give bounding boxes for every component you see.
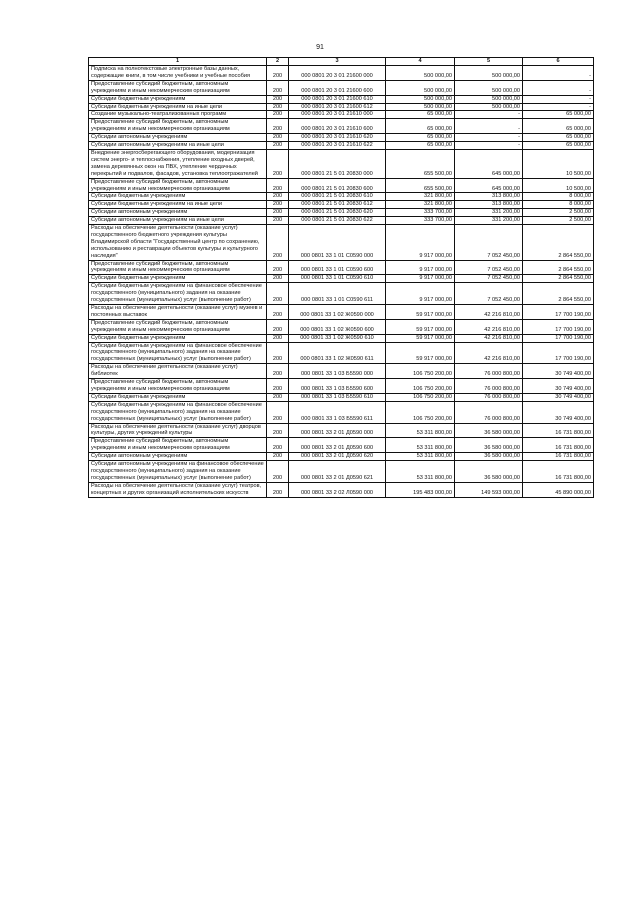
row-code-cell: 000 0801 21 5 01 20830 612 [289, 201, 386, 209]
row-group-cell: 200 [267, 342, 289, 364]
row-amount-col6-cell: 16 731 800,00 [523, 423, 594, 438]
table-row [89, 260, 594, 275]
row-code-cell: 000 0801 33 1 02 Ж0590 600 [289, 319, 386, 334]
row-code-cell: 000 0801 33 1 03 Б5590 600 [289, 379, 386, 394]
row-code-cell: 000 0801 33 1 02 Ж0590 610 [289, 334, 386, 342]
column-header: 5 [455, 58, 523, 66]
table-row [89, 149, 594, 178]
column-header: 1 [89, 58, 267, 66]
row-amount-col4-cell: 333 700,00 [386, 209, 455, 217]
row-amount-col5-cell: 7 052 450,00 [455, 283, 523, 305]
row-group-cell: 200 [267, 103, 289, 111]
row-group-cell: 200 [267, 364, 289, 379]
row-name-cell: Предоставление субсидий бюджетным, автономным учреждениям и иным некоммерческим организациям [89, 178, 267, 193]
row-amount-col4-cell: 500 000,00 [386, 80, 455, 95]
row-amount-col5-cell: 331 200,00 [455, 217, 523, 225]
row-amount-col5-cell: 36 580 000,00 [455, 423, 523, 438]
row-name-cell: Субсидии бюджетным учреждениям на финансовое обеспечение государственного (муниципального) задания на оказание государственных (муниципальных) услуг (выполнение работ) [89, 342, 267, 364]
row-amount-col4-cell: 53 311 800,00 [386, 423, 455, 438]
row-amount-col5-cell: 76 000 800,00 [455, 364, 523, 379]
row-amount-col4-cell: 333 700,00 [386, 217, 455, 225]
row-name-cell: Субсидии бюджетным учреждениям [89, 275, 267, 283]
table-row [89, 142, 594, 150]
row-amount-col5-cell: 500 000,00 [455, 66, 523, 81]
table-row [89, 134, 594, 142]
row-code-cell: 000 0801 33 2 01 Д0590 600 [289, 438, 386, 453]
row-amount-col4-cell: 9 917 000,00 [386, 275, 455, 283]
row-amount-col6-cell: 17 700 190,00 [523, 342, 594, 364]
row-amount-col4-cell: 65 000,00 [386, 142, 455, 150]
row-group-cell: 200 [267, 134, 289, 142]
row-amount-col5-cell: 313 800,00 [455, 193, 523, 201]
row-amount-col4-cell: 9 917 000,00 [386, 283, 455, 305]
row-amount-col4-cell: 65 000,00 [386, 111, 455, 119]
table-row [89, 319, 594, 334]
row-name-cell: Субсидии автономным учреждениям [89, 453, 267, 461]
table-row [89, 461, 594, 483]
row-amount-col6-cell: 30 749 400,00 [523, 364, 594, 379]
row-amount-col4-cell: 500 000,00 [386, 95, 455, 103]
row-amount-col6-cell: - [523, 80, 594, 95]
row-code-cell: 000 0801 20 3 01 21600 610 [289, 95, 386, 103]
row-group-cell: 200 [267, 305, 289, 320]
table-row [89, 364, 594, 379]
row-amount-col6-cell: 30 749 400,00 [523, 401, 594, 423]
row-group-cell: 200 [267, 401, 289, 423]
table-row [89, 423, 594, 438]
row-amount-col4-cell: 321 800,00 [386, 201, 455, 209]
row-amount-col5-cell: - [455, 111, 523, 119]
row-name-cell: Субсидии бюджетным учреждениям на иные цели [89, 103, 267, 111]
row-amount-col6-cell: - [523, 103, 594, 111]
row-code-cell: 000 0801 21 5 01 20830 000 [289, 149, 386, 178]
table-row [89, 103, 594, 111]
row-name-cell: Внедрение энергосберегающего оборудования, модернизация систем энерго- и теплоснабжения, утепление входных дверей, замена деревянных окон на ПВХ, утепление чердачных перекрытий и подвалов, фасадов, установка теплоотражателей [89, 149, 267, 178]
row-amount-col4-cell: 500 000,00 [386, 66, 455, 81]
row-group-cell: 200 [267, 283, 289, 305]
row-amount-col4-cell: 53 311 800,00 [386, 453, 455, 461]
table-header-row [89, 58, 594, 66]
row-code-cell: 000 0801 33 1 02 Ж0590 000 [289, 305, 386, 320]
row-name-cell: Субсидии автономным учреждениям на иные цели [89, 217, 267, 225]
row-amount-col4-cell: 500 000,00 [386, 103, 455, 111]
row-code-cell: 000 0801 33 1 01 С0590 611 [289, 283, 386, 305]
row-amount-col6-cell: 8 000,00 [523, 201, 594, 209]
row-group-cell: 200 [267, 453, 289, 461]
table-row [89, 217, 594, 225]
table-row [89, 66, 594, 81]
row-name-cell: Субсидии бюджетным учреждениям на финансовое обеспечение государственного (муниципального) задания на оказание государственных (муниципальных) услуг (выполнение работ) [89, 401, 267, 423]
row-name-cell: Субсидии бюджетным учреждениям [89, 393, 267, 401]
table-row [89, 438, 594, 453]
row-amount-col6-cell: 30 749 400,00 [523, 393, 594, 401]
row-amount-col4-cell: 655 500,00 [386, 178, 455, 193]
row-group-cell: 200 [267, 178, 289, 193]
row-amount-col4-cell: 106 750 200,00 [386, 393, 455, 401]
row-group-cell: 200 [267, 111, 289, 119]
row-amount-col5-cell: 42 216 810,00 [455, 305, 523, 320]
table-body [89, 66, 594, 498]
row-amount-col5-cell: 313 800,00 [455, 201, 523, 209]
row-code-cell: 000 0801 33 2 01 Д0590 000 [289, 423, 386, 438]
row-name-cell: Субсидии автономным учреждениям на финансовое обеспечение государственного (муниципального) задания на оказание государственных (муниципальных) услуг (выполнение работ) [89, 461, 267, 483]
row-amount-col4-cell: 59 917 000,00 [386, 342, 455, 364]
row-amount-col5-cell: 42 216 810,00 [455, 342, 523, 364]
row-name-cell: Предоставление субсидий бюджетным, автономным учреждениям и иным некоммерческим организациям [89, 319, 267, 334]
row-name-cell: Расходы на обеспечение деятельности (оказание услуг) библиотек [89, 364, 267, 379]
column-header: 3 [289, 58, 386, 66]
row-code-cell: 000 0801 20 3 01 21610 622 [289, 142, 386, 150]
table-row [89, 225, 594, 261]
row-amount-col6-cell: 16 731 800,00 [523, 461, 594, 483]
row-amount-col6-cell: 10 500,00 [523, 149, 594, 178]
row-amount-col6-cell: 30 749 400,00 [523, 379, 594, 394]
row-group-cell: 200 [267, 334, 289, 342]
table-row [89, 201, 594, 209]
row-amount-col6-cell: 2 864 550,00 [523, 225, 594, 261]
row-amount-col5-cell: 7 052 450,00 [455, 225, 523, 261]
row-group-cell: 200 [267, 80, 289, 95]
row-group-cell: 200 [267, 423, 289, 438]
row-amount-col6-cell: - [523, 66, 594, 81]
row-amount-col4-cell: 59 917 000,00 [386, 305, 455, 320]
row-amount-col4-cell: 321 800,00 [386, 193, 455, 201]
table-row [89, 393, 594, 401]
row-group-cell: 200 [267, 275, 289, 283]
row-amount-col5-cell: 500 000,00 [455, 103, 523, 111]
row-name-cell: Предоставление субсидий бюджетным, автономным учреждениям и иным некоммерческим организациям [89, 438, 267, 453]
row-group-cell: 200 [267, 482, 289, 497]
row-amount-col6-cell: 2 864 550,00 [523, 260, 594, 275]
row-amount-col4-cell: 9 917 000,00 [386, 225, 455, 261]
row-amount-col5-cell: 331 200,00 [455, 209, 523, 217]
row-code-cell: 000 0801 20 3 01 21600 612 [289, 103, 386, 111]
row-code-cell: 000 0801 33 2 01 Д0590 621 [289, 461, 386, 483]
row-name-cell: Субсидии автономным учреждениям на иные цели [89, 142, 267, 150]
table-row [89, 401, 594, 423]
row-name-cell: Расходы на обеспечение деятельности (оказание услуг) театров, концертных и других организаций исполнительских искусств [89, 482, 267, 497]
row-amount-col4-cell: 655 500,00 [386, 149, 455, 178]
table-row [89, 334, 594, 342]
row-code-cell: 000 0801 20 3 01 21610 000 [289, 111, 386, 119]
page-number: 91 [316, 44, 324, 51]
row-amount-col6-cell: 16 731 800,00 [523, 438, 594, 453]
row-amount-col6-cell: 65 000,00 [523, 134, 594, 142]
row-name-cell: Предоставление субсидий бюджетным, автономным учреждениям и иным некоммерческим организациям [89, 260, 267, 275]
row-amount-col5-cell: 76 000 800,00 [455, 401, 523, 423]
row-name-cell: Субсидии бюджетным учреждениям [89, 193, 267, 201]
row-amount-col5-cell: 76 000 800,00 [455, 379, 523, 394]
row-code-cell: 000 0801 33 1 03 Б5590 000 [289, 364, 386, 379]
column-header: 6 [523, 58, 594, 66]
row-code-cell: 000 0801 20 3 01 21610 620 [289, 134, 386, 142]
row-amount-col6-cell: 17 700 190,00 [523, 319, 594, 334]
row-group-cell: 200 [267, 193, 289, 201]
row-name-cell: Субсидии автономным учреждениям [89, 209, 267, 217]
row-name-cell: Субсидии бюджетным учреждениям на иные цели [89, 201, 267, 209]
row-code-cell: 000 0801 21 5 01 20830 622 [289, 217, 386, 225]
row-group-cell: 200 [267, 461, 289, 483]
row-amount-col6-cell: 17 700 190,00 [523, 334, 594, 342]
row-name-cell: Расходы на обеспечение деятельности (оказание услуг) государственного бюджетного учреждения культуры Владимирской области "Государственный центр по сохранению, использованию и реставрации объектов культуры и культурного наследия" [89, 225, 267, 261]
row-name-cell: Предоставление субсидий бюджетным, автономным учреждениям и иным некоммерческим организациям [89, 80, 267, 95]
row-group-cell: 200 [267, 319, 289, 334]
row-amount-col4-cell: 59 917 000,00 [386, 334, 455, 342]
row-code-cell: 000 0801 33 1 01 С0590 600 [289, 260, 386, 275]
row-code-cell: 000 0801 21 5 01 20830 610 [289, 193, 386, 201]
row-code-cell: 000 0801 20 3 01 21600 600 [289, 80, 386, 95]
row-amount-col6-cell: 45 890 000,00 [523, 482, 594, 497]
table-row [89, 482, 594, 497]
row-name-cell: Предоставление субсидий бюджетным, автономным учреждениям и иным некоммерческим организациям [89, 119, 267, 134]
row-amount-col5-cell: - [455, 142, 523, 150]
row-amount-col5-cell: 7 052 450,00 [455, 275, 523, 283]
row-amount-col4-cell: 53 311 800,00 [386, 438, 455, 453]
row-amount-col4-cell: 65 000,00 [386, 119, 455, 134]
row-group-cell: 200 [267, 95, 289, 103]
row-code-cell: 000 0801 21 5 01 20830 600 [289, 178, 386, 193]
row-amount-col4-cell: 59 917 000,00 [386, 319, 455, 334]
row-amount-col5-cell: 500 000,00 [455, 95, 523, 103]
column-header: 4 [386, 58, 455, 66]
row-amount-col6-cell: 2 864 550,00 [523, 283, 594, 305]
row-group-cell: 200 [267, 379, 289, 394]
table-row [89, 178, 594, 193]
table-row [89, 342, 594, 364]
row-name-cell: Предоставление субсидий бюджетным, автономным учреждениям и иным некоммерческим организациям [89, 379, 267, 394]
table-row [89, 111, 594, 119]
row-amount-col4-cell: 65 000,00 [386, 134, 455, 142]
row-amount-col5-cell: 645 000,00 [455, 178, 523, 193]
row-code-cell: 000 0801 21 5 01 20830 620 [289, 209, 386, 217]
table-row [89, 193, 594, 201]
row-name-cell: Расходы на обеспечение деятельности (оказание услуг) дворцов культуры, других учреждений культуры [89, 423, 267, 438]
table-row [89, 80, 594, 95]
row-amount-col6-cell: 2 864 550,00 [523, 275, 594, 283]
row-amount-col4-cell: 106 750 200,00 [386, 379, 455, 394]
row-group-cell: 200 [267, 149, 289, 178]
row-code-cell: 000 0801 33 1 02 Ж0590 611 [289, 342, 386, 364]
row-amount-col5-cell: - [455, 134, 523, 142]
row-name-cell: Создание музыкально-театрализованных программ [89, 111, 267, 119]
row-amount-col6-cell: 16 731 800,00 [523, 453, 594, 461]
row-amount-col5-cell: 7 052 450,00 [455, 260, 523, 275]
row-code-cell: 000 0801 33 1 03 Б5590 611 [289, 401, 386, 423]
row-group-cell: 200 [267, 260, 289, 275]
row-group-cell: 200 [267, 225, 289, 261]
row-name-cell: Расходы на обеспечение деятельности (оказание услуг) музеев и постоянных выставок [89, 305, 267, 320]
row-amount-col5-cell: 149 593 000,00 [455, 482, 523, 497]
row-code-cell: 000 0801 20 3 01 21600 000 [289, 66, 386, 81]
row-name-cell: Субсидии бюджетным учреждениям на финансовое обеспечение государственного (муниципального) задания на оказание государственных (муниципальных) услуг (выполнение работ) [89, 283, 267, 305]
table-row [89, 453, 594, 461]
row-code-cell: 000 0801 33 2 01 Д0590 620 [289, 453, 386, 461]
row-name-cell: Подписка на полнотекстовые электронные базы данных, содержащие книги, в том числе учебники и учебные пособия [89, 66, 267, 81]
row-amount-col5-cell: 36 580 000,00 [455, 461, 523, 483]
row-amount-col6-cell: - [523, 95, 594, 103]
row-amount-col4-cell: 195 483 000,00 [386, 482, 455, 497]
row-group-cell: 200 [267, 66, 289, 81]
row-amount-col4-cell: 106 750 200,00 [386, 401, 455, 423]
row-code-cell: 000 0801 33 1 01 С0590 000 [289, 225, 386, 261]
row-name-cell: Субсидии автономным учреждениям [89, 134, 267, 142]
row-amount-col5-cell: 76 000 800,00 [455, 393, 523, 401]
table-row [89, 209, 594, 217]
row-group-cell: 200 [267, 119, 289, 134]
row-amount-col5-cell: 36 580 000,00 [455, 453, 523, 461]
table-row [89, 119, 594, 134]
table-row [89, 283, 594, 305]
row-amount-col6-cell: 8 000,00 [523, 193, 594, 201]
row-group-cell: 200 [267, 201, 289, 209]
row-amount-col5-cell: 36 580 000,00 [455, 438, 523, 453]
row-group-cell: 200 [267, 142, 289, 150]
row-amount-col6-cell: 10 500,00 [523, 178, 594, 193]
row-name-cell: Субсидии бюджетным учреждениям [89, 95, 267, 103]
row-amount-col4-cell: 53 311 800,00 [386, 461, 455, 483]
row-amount-col6-cell: 2 500,00 [523, 209, 594, 217]
row-amount-col6-cell: 65 000,00 [523, 142, 594, 150]
budget-table [88, 57, 594, 498]
row-code-cell: 000 0801 33 1 03 Б5590 610 [289, 393, 386, 401]
row-amount-col6-cell: 17 700 190,00 [523, 305, 594, 320]
row-code-cell: 000 0801 33 2 02 Л0590 000 [289, 482, 386, 497]
row-amount-col5-cell: 645 000,00 [455, 149, 523, 178]
row-amount-col5-cell: 500 000,00 [455, 80, 523, 95]
table-row [89, 275, 594, 283]
row-code-cell: 000 0801 33 1 01 С0590 610 [289, 275, 386, 283]
row-amount-col6-cell: 65 000,00 [523, 119, 594, 134]
row-amount-col5-cell: 42 216 810,00 [455, 334, 523, 342]
row-name-cell: Субсидии бюджетным учреждениям [89, 334, 267, 342]
row-group-cell: 200 [267, 217, 289, 225]
table-row [89, 305, 594, 320]
table-row [89, 95, 594, 103]
row-amount-col5-cell: 42 216 810,00 [455, 319, 523, 334]
row-group-cell: 200 [267, 209, 289, 217]
row-group-cell: 200 [267, 438, 289, 453]
row-amount-col5-cell: - [455, 119, 523, 134]
row-code-cell: 000 0801 20 3 01 21610 600 [289, 119, 386, 134]
row-amount-col4-cell: 9 917 000,00 [386, 260, 455, 275]
row-group-cell: 200 [267, 393, 289, 401]
row-amount-col4-cell: 106 750 200,00 [386, 364, 455, 379]
column-header: 2 [267, 58, 289, 66]
row-amount-col6-cell: 2 500,00 [523, 217, 594, 225]
row-amount-col6-cell: 65 000,00 [523, 111, 594, 119]
table-row [89, 379, 594, 394]
